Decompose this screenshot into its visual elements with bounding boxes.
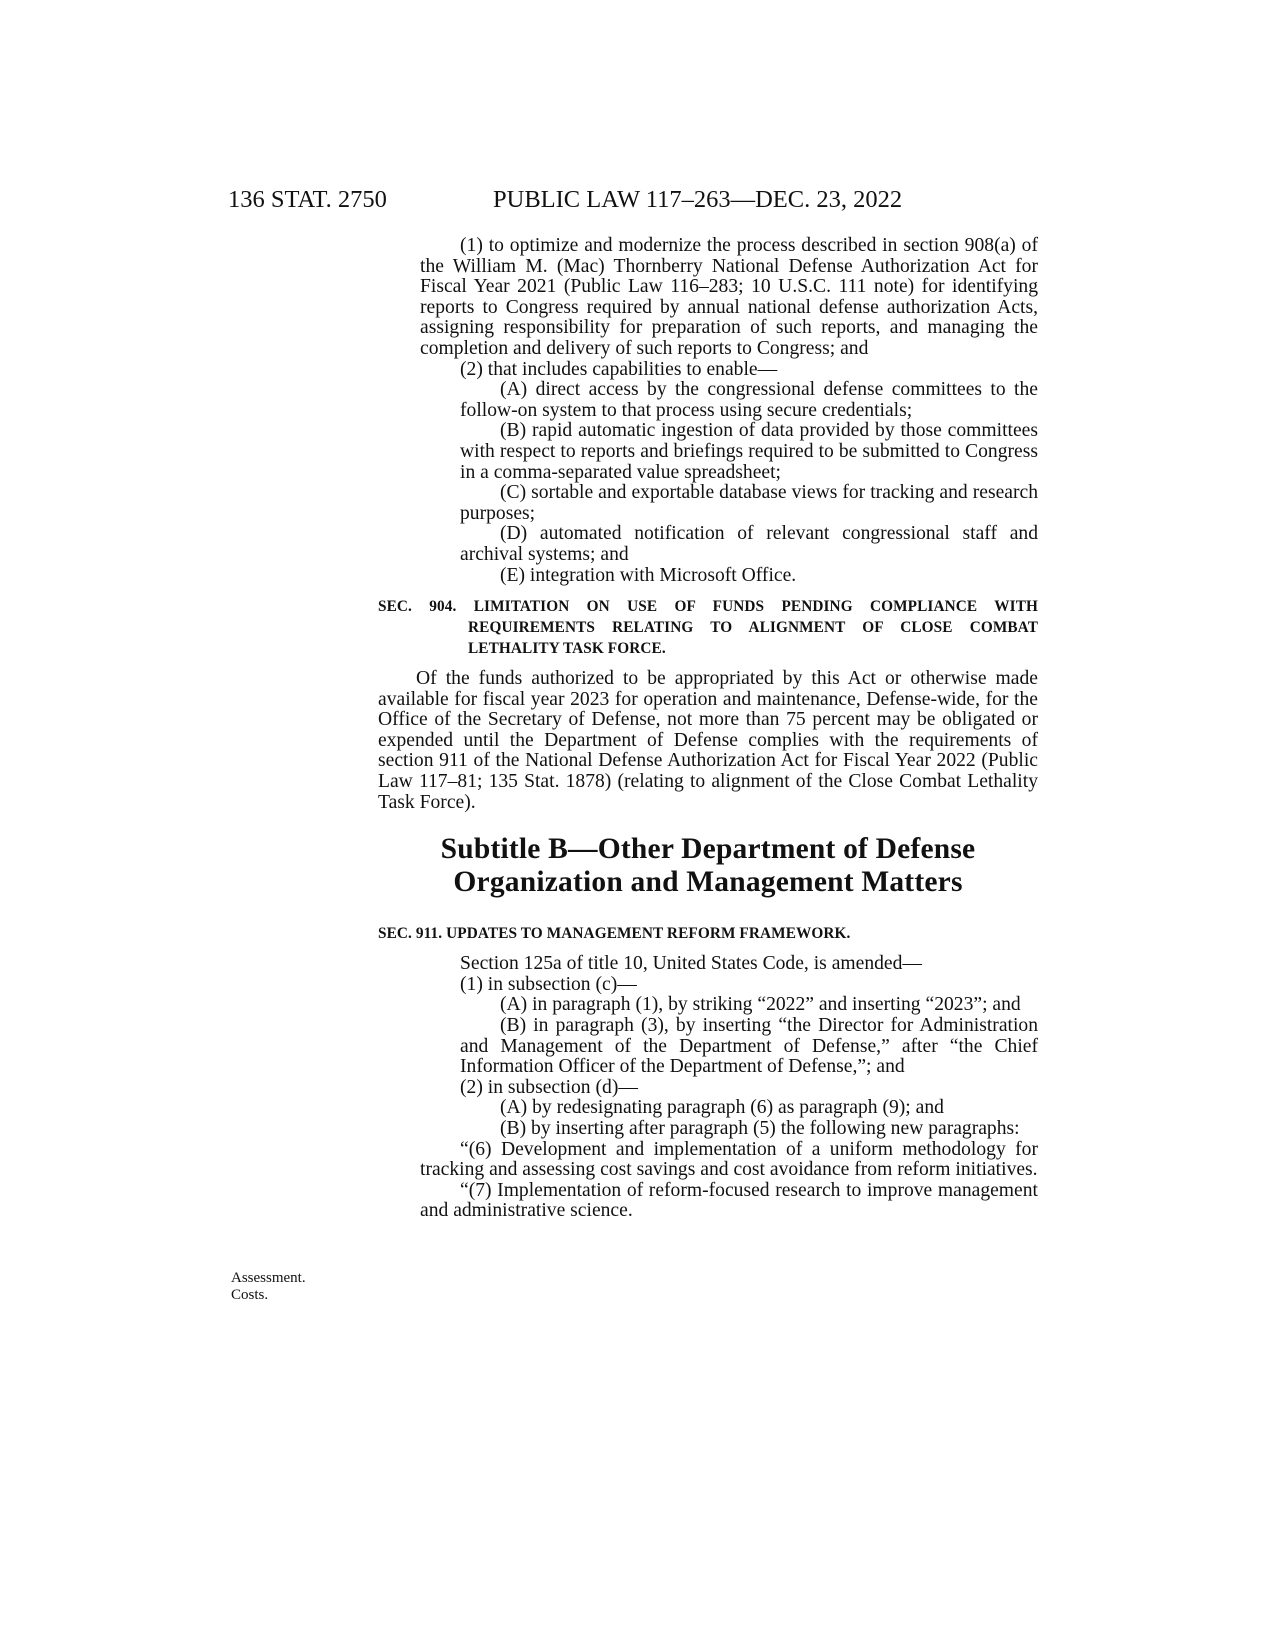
sec903-paragraph-2: (2) that includes capabilities to enable— (460, 358, 778, 380)
sec911-quoted-paragraph-7: “(7) Implementation of reform-focused research to improve management and administrative science. (420, 1179, 1038, 1222)
sec911-clause-2b: (B) by inserting after paragraph (5) the following new paragraphs: (500, 1118, 1020, 1139)
subtitle-heading (378, 833, 1038, 899)
sec904-body: Of the funds authorized to be appropriated by this Act or otherwise made available for fiscal year 2023 for operation and maintenance, Defense-wide, for the Office of the Secretary of Defense, not more than 75 percent may be obligated or expended until the Department of Defense complies with the requirements of section 911 of the National Defense Authorization Act for Fiscal Year 2022 (Public Law 117–81; 135 Stat. 1878) (relating to alignment of the Close Combat Lethality Task Force). (378, 668, 1038, 813)
sec903-clause-a: (A) direct access by the congressional defense committees to the follow-on system to that process using secure credentials; (460, 379, 1038, 421)
sec903-clause-e: (E) integration with Microsoft Office. (500, 564, 797, 586)
document-body (378, 236, 1038, 1222)
sec903-clause-c: (C) sortable and exportable database views for tracking and research purposes; (460, 482, 1038, 524)
sec911-paragraph-1: (1) in subsection (c)— (460, 973, 637, 995)
sec911-heading: SEC. 911. UPDATES TO MANAGEMENT REFORM FRAMEWORK. (378, 925, 851, 943)
sec903-clause-d: (D) automated notification of relevant congressional staff and archival systems; and (460, 523, 1038, 565)
sec911-paragraph-2: (2) in subsection (d)— (460, 1076, 638, 1098)
public-law-reference: PUBLIC LAW 117–263—DEC. 23, 2022 (493, 186, 903, 213)
margin-notes (231, 1270, 351, 1303)
sec903-paragraph-1: (1) to optimize and modernize the process described in section 908(a) of the William M. (Mac) Thornberry National Defense Authorization Act for Fiscal Year 2021 (Public Law 116–283; 10 U.S.C. 111 note) for identifying reports to Congress required by annual national defense authorization Acts, assigning responsibility for preparation of such reports, and managing the completion and delivery of such reports to Congress; and (420, 235, 1038, 359)
sec911-quoted-paragraph-6: “(6) Development and implementation of a uniform methodology for tracking and assessing cost savings and cost avoidance from reform initiatives. (420, 1138, 1038, 1181)
subtitle-line-2: Organization and Management Matters (453, 866, 963, 899)
sec911-clause-1a: (A) in paragraph (1), by striking “2022” and inserting “2023”; and (500, 994, 1021, 1016)
stat-reference: 136 STAT. 2750 (228, 186, 387, 213)
margin-note-assessment: Assessment. (231, 1270, 306, 1286)
page-header (228, 186, 928, 216)
sec911-clause-2a: (A) by redesignating paragraph (6) as paragraph (9); and (500, 1097, 944, 1119)
subtitle-line-1: Subtitle B—Other Department of Defense (440, 833, 976, 866)
margin-note-costs: Costs. (231, 1286, 269, 1303)
sec911-clause-1b: (B) in paragraph (3), by inserting “the Director for Administration and Management of the Department of Defense,” after “the Chief Information Officer of the Department of Defense,”; and (460, 1015, 1038, 1078)
sec911-intro: Section 125a of title 10, United States Code, is amended— (460, 953, 923, 975)
sec903-clause-b: (B) rapid automatic ingestion of data provided by those committees with respect to reports and briefings required to be submitted to Congress in a comma-separated value spreadsheet; (460, 420, 1038, 483)
sec904-heading: SEC. 904. LIMITATION ON USE OF FUNDS PENDING COMPLIANCE WITH REQUIREMENTS RELATING TO ALIGNMENT OF CLOSE COMBAT LETHALITY TASK FORCE. (378, 598, 1038, 658)
